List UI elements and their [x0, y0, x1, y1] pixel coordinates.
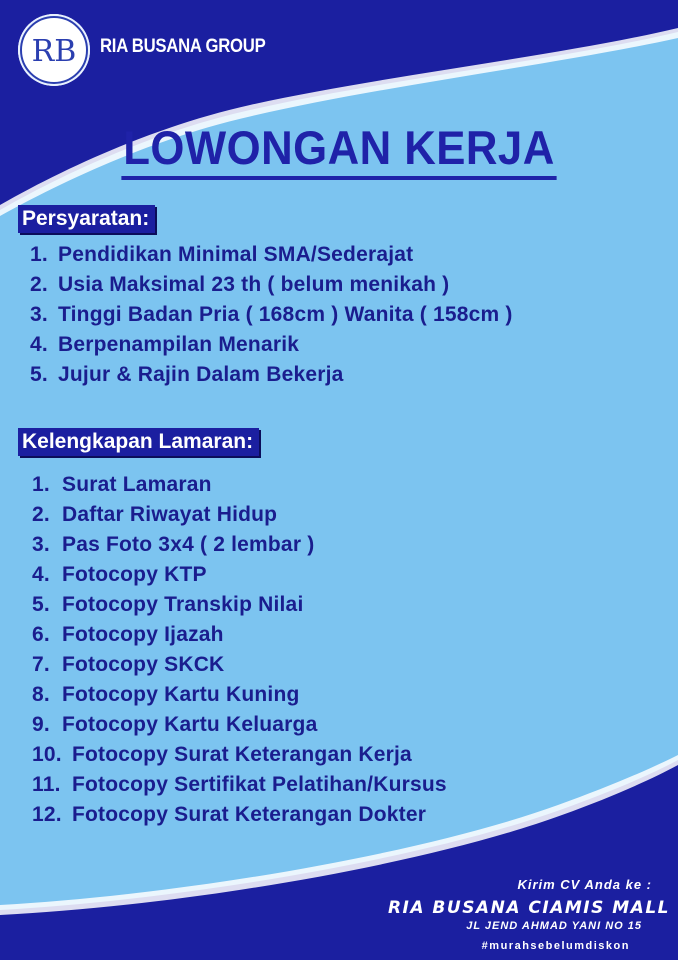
- item-number: 11.: [32, 773, 61, 796]
- list-item: [32, 560, 447, 590]
- item-number: 4.: [32, 563, 50, 586]
- list-item: [30, 330, 513, 360]
- item-text: Pas Foto 3x4 ( 2 lembar ): [62, 533, 315, 556]
- list-item: [32, 590, 447, 620]
- title-text: LOWONGAN KERJA: [121, 122, 556, 180]
- list-item: [30, 270, 513, 300]
- list-item: [32, 680, 447, 710]
- list-item: [30, 240, 513, 270]
- item-number: 8.: [32, 683, 50, 706]
- item-text: Fotocopy Ijazah: [62, 623, 224, 646]
- item-text: Fotocopy KTP: [62, 563, 207, 586]
- item-text: Tinggi Badan Pria ( 168cm ) Wanita ( 158cm ): [58, 303, 513, 326]
- item-number: 1.: [30, 243, 48, 266]
- documents-heading: Kelengkapan Lamaran:: [18, 428, 259, 456]
- item-number: 7.: [32, 653, 50, 676]
- list-item: [32, 470, 447, 500]
- list-item: [32, 650, 447, 680]
- list-item: [30, 300, 513, 330]
- item-text: Daftar Riwayat Hidup: [62, 503, 278, 526]
- item-text: Fotocopy Kartu Keluarga: [62, 713, 318, 736]
- item-text: Fotocopy Transkip Nilai: [62, 593, 304, 616]
- item-text: Fotocopy Surat Keterangan Dokter: [72, 803, 427, 826]
- store-address: JL JEND AHMAD YANI NO 15: [466, 920, 642, 932]
- list-item: [32, 500, 447, 530]
- item-number: 4.: [30, 333, 48, 356]
- brand-logo: [18, 14, 90, 86]
- logo-letters: RB: [31, 34, 77, 69]
- requirements-list: [30, 240, 513, 390]
- item-text: Fotocopy Kartu Kuning: [62, 683, 300, 706]
- item-number: 10.: [32, 743, 62, 766]
- hashtag: #murahsebelumdiskon: [481, 940, 630, 952]
- logo-emblem-icon: [18, 14, 90, 86]
- item-number: 9.: [32, 713, 50, 736]
- item-text: Berpenampilan Menarik: [58, 333, 300, 356]
- item-number: 2.: [30, 273, 48, 296]
- item-number: 1.: [32, 473, 50, 496]
- list-item: [32, 740, 447, 770]
- page-title: [24, 120, 655, 180]
- send-cv-text: Kirim CV Anda ke :: [517, 877, 652, 892]
- item-number: 5.: [32, 593, 50, 616]
- list-item: [32, 770, 447, 800]
- item-text: Fotocopy SKCK: [62, 653, 225, 676]
- item-text: Fotocopy Surat Keterangan Kerja: [72, 743, 412, 766]
- list-item: [32, 530, 447, 560]
- brand-name: RIA BUSANA GROUP: [100, 36, 266, 57]
- item-number: 3.: [32, 533, 50, 556]
- item-number: 2.: [32, 503, 50, 526]
- item-text: Fotocopy Sertifikat Pelatihan/Kursus: [72, 773, 447, 796]
- item-text: Pendidikan Minimal SMA/Sederajat: [58, 243, 414, 266]
- item-number: 3.: [30, 303, 48, 326]
- requirements-heading: Persyaratan:: [18, 205, 155, 233]
- item-number: 5.: [30, 363, 48, 386]
- documents-list: [32, 470, 447, 830]
- item-text: Usia Maksimal 23 th ( belum menikah ): [58, 273, 450, 296]
- list-item: [32, 620, 447, 650]
- list-item: [30, 360, 513, 390]
- list-item: [32, 800, 447, 830]
- item-text: Surat Lamaran: [62, 473, 212, 496]
- store-name: RIA BUSANA CIAMIS MALL: [387, 898, 670, 918]
- item-text: Jujur & Rajin Dalam Bekerja: [58, 363, 344, 386]
- item-number: 6.: [32, 623, 50, 646]
- item-number: 12.: [32, 803, 62, 826]
- list-item: [32, 710, 447, 740]
